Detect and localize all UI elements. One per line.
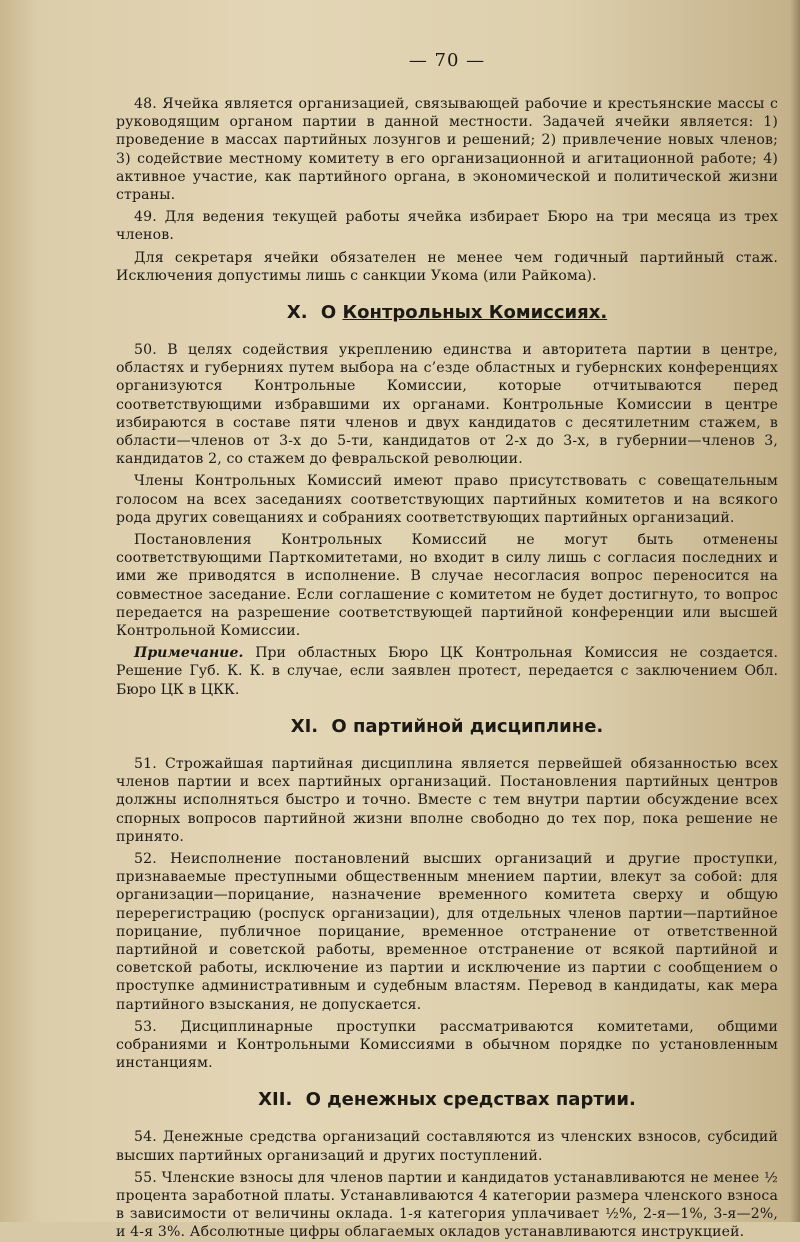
paragraph-52: 52. Неисполнение постановлений высших организаций и другие проступки, признаваемые преступными общественным мнением партии, влекут за собой: для организации—порицание, назначение временного комитета сверху и общую перерегистрацию (роспуск организации), для отдельных членов партии—партийное порицание, публичное порицание, временное отстранение от ответственной партийной и советской работы, временное отстранение от всякой партийной и советской работы, исключение из партии и исключение из партии с сообщением о проступке административным и судебным властям. Перевод в кандидаты, как мера партийного взыскания, не допускается.	[116, 850, 778, 1013]
paragraph-53: 53. Дисциплинарные проступки рассматриваются комитетами, общими собраниями и Контрольными Комиссиями в обычном порядке по установленным инстанциям.	[116, 1018, 778, 1072]
note-paragraph	[116, 644, 778, 699]
note-text: При областных Бюро ЦК Контрольная Комиссия не создается. Решение Губ. К. К. в случае, если заявлен протест, передается с заключением Обл. Бюро ЦК в ЦКК.	[116, 645, 778, 698]
paragraph-50-decisions: Постановления Контрольных Комиссий не могут быть отменены соответствующими Парткомитетами, но входит в силу лишь с согласия последних и ими же приводятся в исполнение. В случае несогласия вопрос переносится на совместное заседание. Если соглашение с комитетом не будет достигнуто, то вопрос передается на разрешение соответствующей партийной конференции или высшей Контрольной Комиссии.	[116, 532, 778, 640]
section-heading-xi	[116, 715, 778, 739]
section-number: XII.	[258, 1089, 293, 1111]
section-number: XI.	[290, 715, 319, 737]
section-number: X.	[286, 302, 308, 324]
section-title: О партийной дисциплине.	[331, 715, 604, 737]
section-title-underlined: Контрольных Комиссиях.	[342, 302, 608, 324]
paragraph-50-rights: Члены Контрольных Комиссий имеют право присутствовать с совещательным голосом на всех заседаниях соответствующих партийных комитетов и на всякого рода других совещаниях и собраниях соответствующих партийных организаций.	[116, 473, 778, 526]
section-heading-xii	[116, 1088, 778, 1112]
paragraph-48: 48. Ячейка является организацией, связывающей рабочие и крестьянские массы с руководящим органом партии в данной местности. Задачей ячейки является: 1) проведение в массах партийных лозунгов и решений; 2) привлечение новых членов; 3) содействие местному комитету в его организационной и агитационной работе; 4) активное участие, как партийного органа, в экономической и политической жизни страны.	[116, 96, 778, 204]
page-number: — 70 —	[408, 50, 486, 71]
page-edge-shadow	[790, 0, 800, 1222]
paragraph-50: 50. В целях содействия укреплению единства и авторитета партии в центре, областях и губерниях путем выбора на с’езде областных и губернских конференциях организуются Контрольные Комиссии, которые отчитываются перед соответствующими избравшими их органами. Контрольные Комиссии в центре избираются в составе пяти членов и двух кандидатов с десятилетним стажем, в области—членов от 3-х до 5-ти, кандидатов от 2-х до 3-х, в губернии—членов 3, кандидатов 2, со стажем до февральской революции.	[116, 342, 778, 468]
note-label: Примечание.	[134, 645, 244, 662]
section-heading-x	[116, 301, 778, 325]
paragraph-49: 49. Для ведения текущей работы ячейка избирает Бюро на три месяца из трех членов.	[116, 209, 778, 244]
paragraph-51: 51. Строжайшая партийная дисциплина является первейшей обязанностью всех членов партии и всех партийных организаций. Постановления партийных центров должны исполняться быстро и точно. Вместе с тем внутри партии обсуждение всех спорных вопросов партийной жизни вполне свободно до тех пор, пока решение не принято.	[116, 755, 778, 845]
section-title-prefix: О	[320, 302, 337, 324]
paragraph-54: 54. Денежные средства организаций составляются из членских взносов, субсидий высших партийных организаций и других поступлений.	[116, 1129, 778, 1164]
section-title: О денежных средствах партии.	[305, 1089, 636, 1111]
paragraph-55: 55. Членские взносы для членов партии и кандидатов устанавливаются не менее ½ процента заработной платы. Устанавливаются 4 категории размера членского взноса в зависимости от величины оклада. 1-я категория уплачивает ½%, 2-я—1%, 3-я—2%, и 4-я 3%. Абсолютные цифры облагаемых окладов устанавливаются инструкцией.	[116, 1169, 778, 1241]
paragraph-49-secretary: Для секретаря ячейки обязателен не менее чем годичный партийный стаж. Исключения допустимы лишь с санкции Укома (или Райкома).	[116, 249, 778, 284]
